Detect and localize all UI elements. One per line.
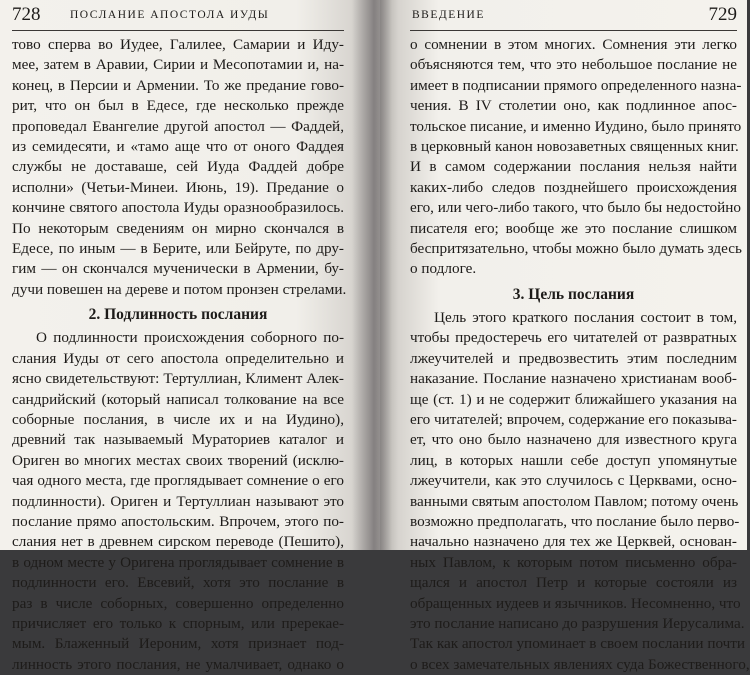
text-line: тольское писание, и именно Иудино, было принято <box>410 117 742 135</box>
text-line: подлинности его. Евсевий, хотя это послание в <box>12 574 344 592</box>
text-line: лжеучителей и предвозвестить этим последним <box>410 349 737 367</box>
text-line: о подлоге. <box>410 260 477 278</box>
text-line: Так как апостол упоминает в своем послании почти <box>410 635 746 653</box>
text-line: это послание написано до разрушения Иерусалима. <box>410 614 745 632</box>
text-line: службы не доставаше, сей Иуда Фаддей добре <box>12 158 344 176</box>
text-line: гим — он скончался мученически в Армении, бу- <box>12 260 344 278</box>
text-line: лиц, в которых нашли себе доступ упомянутые <box>410 451 737 469</box>
left-page-body <box>12 35 347 675</box>
text-line: проповедал Евангелие другой апостол — Фаддей, <box>12 117 344 135</box>
text-line: Цель этого краткого послания состоит в том, <box>434 308 737 326</box>
text-line: подлинности). Ориген и Тертуллиан называют это <box>12 492 344 510</box>
page-number: 728 <box>12 4 41 25</box>
text-line: сандрийский (который написал толкование на все <box>12 390 344 408</box>
right-page-body <box>410 35 750 675</box>
text-line: конец, в Персии и Армении. То же предание гово- <box>12 76 344 94</box>
text-line: его читателей; впрочем, содержание его показыва- <box>410 410 737 428</box>
text-line: послание прямо апостольским. Впрочем, этого по- <box>12 512 344 530</box>
text-line: каких-либо следов позднейшего происхождения <box>410 178 737 196</box>
text-line: тово сперва во Иудее, Галилее, Самарии и Иду- <box>12 36 344 53</box>
text-line: мее, затем в Аравии, Сирии и Месопотамии и, на- <box>12 56 344 74</box>
text-line: раз в числе соборных, совершенно определенно <box>12 594 344 612</box>
section-heading: 2. Подлинность послания <box>88 306 268 324</box>
text-line: о всех замечательных явлениях суда Божественного, <box>410 655 750 673</box>
text-line: ще (ст. 1) и не содержит ближайшего указания на <box>410 390 737 408</box>
text-line: линность этого послания, не умалчивает, однако о <box>12 655 344 673</box>
text-line: возможно предполагать, что послание было перво- <box>410 512 740 530</box>
running-head: ПОСЛАНИЕ АПОСТОЛА ИУДЫ <box>70 9 270 21</box>
text-line: чая одного места, где проглядывает сомнение о его <box>12 472 344 490</box>
text-line: начально назначено для тех же Церквей, основан- <box>410 533 737 551</box>
text-line: обращенных иудеев и язычников. Несомненно, что <box>410 594 741 612</box>
text-line: наказание. Послание назначено христианам вооб- <box>410 370 737 388</box>
text-line: мым. Блаженный Иероним, хотя признает под- <box>12 635 344 653</box>
text-line: ет, что оно было назначено для известного круга <box>410 431 737 449</box>
page-number: 729 <box>708 4 737 25</box>
right-page-header <box>410 0 737 31</box>
text-line: лжеучители, как это случилось с Церквами, осно- <box>410 472 737 490</box>
text-line: причисляет его только к спорным, или пререкае- <box>12 614 344 632</box>
text-line: в церковный канон новозаветных священных книг. <box>410 138 739 156</box>
running-head: ВВЕДЕНИЕ <box>412 9 485 21</box>
text-line: ных Павлом, к которым потом письменно обра- <box>410 553 737 571</box>
text-line: о сомнении в этом многих. Сомнения эти легко <box>410 36 737 53</box>
text-line: в одном месте у Оригена проглядывает сомнение в <box>12 553 344 571</box>
text-line: чтобы предостеречь его читателей от развратных <box>410 329 737 347</box>
text-line: беспритязательно, чтобы можно было думать здесь <box>410 240 742 258</box>
text-line: объясняются тем, что это небольшое послание не <box>410 56 737 74</box>
text-line: из семидесяти, и «тамо аще что от оного Фаддея <box>12 138 344 156</box>
text-line: исполни» (Четьи-Минеи. Июнь, 19). Предание о <box>12 178 344 196</box>
text-line: его, или чего-либо такого, что было бы недостойно <box>410 199 742 217</box>
section-heading: 3. Цель послания <box>512 285 635 303</box>
text-line: Едесе, по иным — в Берите, или Бейруте, по дру- <box>12 240 344 258</box>
text-line: По некоторым сведениям он мирно скончался в <box>12 219 344 237</box>
text-line: соборные послания, в числе их и на Иудино), <box>12 410 344 428</box>
text-line: ванными святым апостолом Павлом; потому очень <box>410 492 739 510</box>
text-line: рит, что он был в Едесе, где несколько прежде <box>12 97 344 115</box>
text-line: дучи повешен на дереве и потом пронзен стрелами. <box>12 280 347 298</box>
text-line: О подлинности происхождения соборного по- <box>36 329 344 347</box>
text-line: кончине святого апостола Иуды оразнообразилось. <box>12 199 344 217</box>
text-line: писателя его; вообще же это послание слишком <box>410 219 737 237</box>
right-page <box>380 0 750 673</box>
text-line: Ориген во многих местах своих творений (исклю- <box>12 451 344 469</box>
text-line: слания нет в древнем сирском переводе (Пешито), <box>12 533 344 551</box>
text-line: щался и апостол Петр и которые состояли из <box>410 574 737 592</box>
text-line: слания Иуды от сего апостола определительно и <box>12 349 344 367</box>
text-line: И в самом содержании послания нельзя найти <box>410 158 737 176</box>
text-line: древний так называемый Мураториев каталог и <box>12 431 344 449</box>
text-line: чения. В IV столетии оно, как подлинное апос- <box>410 97 737 115</box>
text-line: ясно свидетельствуют: Тертуллиан, Климент Алек- <box>12 370 344 388</box>
left-page-header <box>12 0 344 31</box>
text-line: имеет в подписании прямого определенного назна- <box>410 76 742 94</box>
